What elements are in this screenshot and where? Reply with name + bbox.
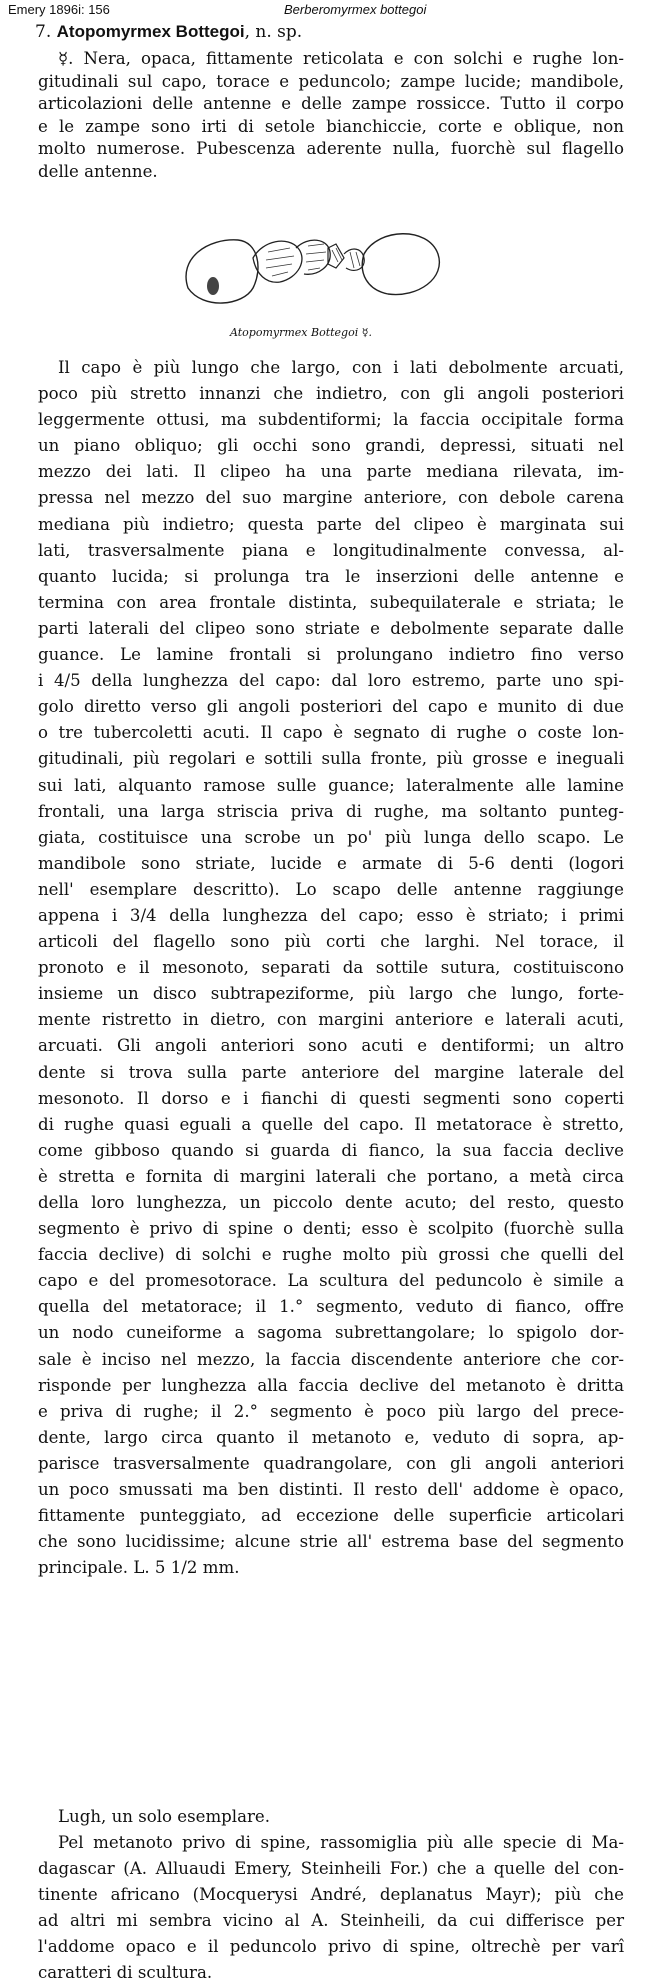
species-number: 7. [35, 22, 52, 42]
body-line: arcuati. Gli angoli anteriori sono acuti e dentiformi; un altro [38, 1036, 624, 1056]
body-line: mandibole sono striate, lucide e armate di 5-6 denti (logori [38, 853, 624, 873]
body-line: mezzo dei lati. Il clipeo ha una parte mediana rilevata, im- [38, 462, 624, 482]
body-line: guance. Le lamine frontali si prolungano indietro fino verso [38, 645, 624, 665]
species-suffix: , n. sp. [244, 22, 303, 42]
body-line: mesonoto. Il dorso e i fianchi di questi segmenti sono coperti [38, 1088, 624, 1108]
body-line: di rughe quasi eguali a quelle del capo. Il metatorace è stretto, [38, 1114, 624, 1134]
body-line: i 4/5 della lunghezza del capo: dal loro estremo, parte uno spi- [38, 671, 624, 691]
body-line: principale. L. 5 1/2 mm. [38, 1558, 240, 1578]
body-line: parisce trasversalmente quadrangolare, con gli angoli anteriori [38, 1453, 624, 1473]
body-line: segmento è privo di spine o denti; esso è scolpito (fuorchè sulla [38, 1219, 624, 1239]
body-line: mediana più indietro; questa parte del clipeo è marginata sui [38, 514, 624, 534]
body-line: Il capo è più lungo che largo, con i lati debolmente arcuati, [58, 358, 624, 377]
description-line: delle antenne. [38, 161, 158, 181]
body-line: frontali, una larga striscia priva di rughe, ma soltanto punteg- [38, 801, 624, 821]
body-line: risponde per lunghezza alla faccia declive del metanoto è dritta [38, 1375, 624, 1395]
body-line: sale è inciso nel mezzo, la faccia discendente anteriore che cor- [38, 1349, 624, 1369]
body-line: sui lati, alquanto ramose sulle guance; lateralmente alle lamine [38, 775, 624, 795]
body-line: poco più stretto innanzi che indietro, con gli angoli posteriori [38, 384, 624, 404]
description-line: ☿. Nera, opaca, fittamente reticolata e con solchi e rughe lon- [58, 49, 624, 68]
body-line: appena i 3/4 della lunghezza del capo; esso è striato; i primi [38, 905, 624, 925]
body-line: articoli del flagello sono più corti che larghi. Nel torace, il [38, 932, 624, 952]
body-line: golo diretto verso gli angoli posteriori del capo e munito di due [38, 697, 624, 717]
body-line: leggermente ottusi, ma subdentiformi; la faccia occipitale forma [38, 410, 624, 430]
body-line: dente si trova sulla parte anteriore del margine laterale del [38, 1062, 624, 1082]
description-line: gitudinali sul capo, torace e peduncolo; zampe lucide; mandibole, [38, 71, 624, 91]
body-line: un poco smussati ma ben distinti. Il resto dell' addome è opaco, [38, 1480, 624, 1500]
body-line: giata, costituisce una scrobe un po' più lunga dello scapo. Le [38, 827, 624, 847]
discussion [38, 1830, 624, 1987]
figure-caption: Atopomyrmex Bottegoi ☿. [230, 326, 372, 339]
discussion-line: l'addome opaco e il peduncolo privo di spine, oltrechè per varî [38, 1937, 624, 1957]
species-heading [35, 22, 302, 42]
locality-text: Lugh, un solo esemplare. [58, 1807, 271, 1826]
discussion-line: tinente africano (Mocquerysi André, deplanatus Mayr); più che [38, 1885, 624, 1905]
body-line: che sono lucidissime; alcune strie all' estrema base del segmento [38, 1532, 624, 1552]
description-line: articolazioni delle antenne e delle zampe rossicce. Tutto il corpo [38, 94, 624, 114]
body-line: lati, trasversalmente piana e longitudinalmente convessa, al- [38, 540, 624, 560]
body-line: pronoto e il mesonoto, separati da sottile sutura, costituiscono [38, 958, 624, 978]
detailed-description [38, 355, 624, 1581]
body-line: fittamente punteggiato, ad eccezione delle superficie articolari [38, 1506, 624, 1526]
description-line: molto numerose. Pubescenza aderente nulla, fuorchè sul flagello [38, 139, 624, 159]
page-header [8, 2, 643, 18]
ant-figure [168, 218, 448, 328]
body-line: nell' esemplare descritto). Lo scapo delle antenne raggiunge [38, 879, 624, 899]
body-line: o tre tubercoletti acuti. Il capo è segnato di rughe o coste lon- [38, 723, 624, 743]
body-line: è stretta e fornita di margini laterali che portano, a metà circa [38, 1166, 624, 1186]
body-line: quanto lucida; si prolunga tra le inserzioni delle antenne e [38, 566, 624, 586]
body-line: gitudinali, più regolari e sottili sulla fronte, più grosse e ineguali [38, 749, 624, 769]
discussion-line: dagascar (A. Alluaudi Emery, Steinheili For.) che a quelle del con- [38, 1859, 624, 1879]
species-name: Atopomyrmex Bottegoi [56, 22, 245, 41]
body-line: faccia declive) di solchi e rughe molto più grossi che quelli del [38, 1245, 624, 1265]
citation-reference: Emery 1896i: 156 [8, 2, 110, 17]
body-line: quella del metatorace; il 1.° segmento, veduto di fianco, offre [38, 1297, 624, 1317]
body-line: un piano obliquo; gli occhi sono grandi, depressi, situati nel [38, 436, 624, 456]
body-line: e priva di rughe; il 2.° segmento è poco più largo del prece- [38, 1401, 624, 1421]
body-line: come gibboso quando si guarda di fianco, la sua faccia declive [38, 1140, 624, 1160]
body-line: della loro lunghezza, un piccolo dente acuto; del resto, questo [38, 1193, 624, 1212]
body-line: dente, largo circa quanto il metanoto e, veduto di sopra, ap- [38, 1427, 624, 1447]
body-line: un nodo cuneiforme a sagoma subrettangolare; lo spigolo dor- [38, 1323, 624, 1343]
taxon-name: Berberomyrmex bottegoi [284, 2, 427, 17]
description-line: e le zampe sono irti di setole bianchiccie, corte e oblique, non [38, 116, 624, 136]
discussion-line: caratteri di scultura. [38, 1963, 213, 1983]
body-line: capo e del promesotorace. La scultura del peduncolo è simile a [38, 1271, 624, 1291]
discussion-line: ad altri mi sembra vicino al A. Steinheili, da cui differisce per [38, 1911, 624, 1931]
body-line: pressa nel mezzo del suo margine anteriore, con debole carena [38, 488, 624, 508]
worker-description [38, 48, 624, 184]
body-line: termina con area frontale distinta, subequilaterale e striata; le [38, 592, 624, 612]
body-line: parti laterali del clipeo sono striate e debolmente separate dalle [38, 618, 624, 638]
body-line: insieme un disco subtrapeziforme, più largo che lungo, forte- [38, 984, 624, 1004]
discussion-line: Pel metanoto privo di spine, rassomiglia più alle specie di Ma- [58, 1833, 624, 1852]
body-line: mente ristretto in dietro, con margini anteriore e laterali acuti, [38, 1010, 624, 1030]
